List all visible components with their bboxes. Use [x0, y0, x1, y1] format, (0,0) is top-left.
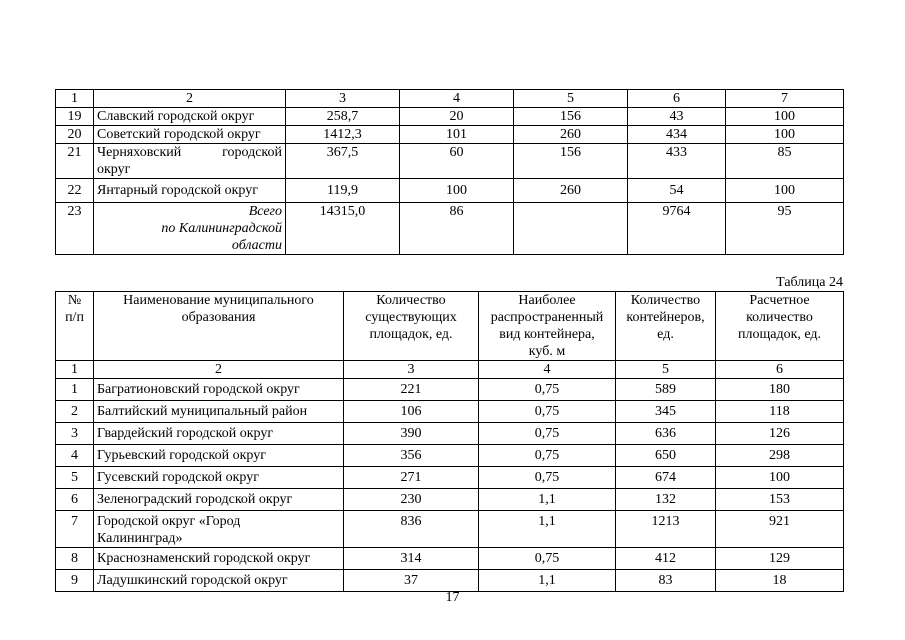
cell: 258,7: [286, 108, 400, 126]
row-name-line: Городской округ «Город: [97, 514, 241, 529]
header-text: количество: [746, 310, 813, 325]
header-text: Наиболее: [518, 293, 576, 308]
cell: 100: [726, 108, 844, 126]
table-row: [56, 144, 844, 179]
cell: 18: [716, 570, 844, 592]
cell: 126: [716, 423, 844, 445]
header-cell: 5: [514, 90, 628, 108]
row-number: 4: [56, 445, 94, 467]
cell: 0,75: [479, 401, 616, 423]
row-name: [94, 511, 344, 548]
header-cell: 6: [628, 90, 726, 108]
cell: 298: [716, 445, 844, 467]
header-text: площадок, ед.: [737, 327, 822, 342]
table-row: [56, 548, 844, 570]
header-cell: 1: [56, 90, 94, 108]
cell: 100: [716, 467, 844, 489]
header-cell-containers: [616, 292, 716, 361]
cell: 129: [716, 548, 844, 570]
cell: 100: [400, 179, 514, 203]
header-text: п/п: [65, 310, 84, 325]
cell: 54: [628, 179, 726, 203]
header-text: площадок, ед.: [369, 327, 453, 342]
cell: 85: [726, 144, 844, 179]
header-text: Количество: [376, 293, 446, 308]
cell: 836: [344, 511, 479, 548]
cell: 390: [344, 423, 479, 445]
cell: 14315,0: [286, 203, 400, 255]
header-text: контейнеров,: [626, 310, 705, 325]
cell: 118: [716, 401, 844, 423]
numbering-cell: 3: [344, 361, 479, 379]
header-cell: 7: [726, 90, 844, 108]
header-cell: 4: [400, 90, 514, 108]
table-row: [56, 445, 844, 467]
table-row: [56, 423, 844, 445]
header-text: №: [67, 293, 82, 308]
cell: 0,75: [479, 423, 616, 445]
cell: 119,9: [286, 179, 400, 203]
cell: 1,1: [479, 511, 616, 548]
numbering-cell: 2: [94, 361, 344, 379]
page-number: 17: [445, 590, 460, 605]
row-number: 8: [56, 548, 94, 570]
cell: 636: [616, 423, 716, 445]
header-cell: 2: [94, 90, 286, 108]
row-name-line: округ: [97, 162, 131, 177]
row-name: Гвардейский городской округ: [94, 423, 344, 445]
cell: 260: [514, 179, 628, 203]
table-numbering-row: [56, 361, 844, 379]
cell: 1,1: [479, 570, 616, 592]
table-total-row: [56, 203, 844, 255]
cell: 314: [344, 548, 479, 570]
cell: 1,1: [479, 489, 616, 511]
cell: 20: [400, 108, 514, 126]
row-name-line: Черняховский городской: [97, 145, 282, 160]
row-name: Багратионовский городской округ: [94, 379, 344, 401]
numbering-cell: 5: [616, 361, 716, 379]
cell: 100: [726, 126, 844, 144]
cell: 0,75: [479, 467, 616, 489]
row-name: Краснознаменский городской округ: [94, 548, 344, 570]
numbering-cell: 6: [716, 361, 844, 379]
row-number: 9: [56, 570, 94, 592]
header-text: вид контейнера,: [499, 327, 595, 342]
total-label-line: Всего: [248, 204, 282, 219]
row-number: 1: [56, 379, 94, 401]
cell: 106: [344, 401, 479, 423]
row-number: 19: [56, 108, 94, 126]
row-name: Янтарный городской округ: [94, 179, 286, 203]
header-text: образования: [181, 310, 256, 325]
cell: 412: [616, 548, 716, 570]
table-row: [56, 379, 844, 401]
cell: 356: [344, 445, 479, 467]
header-cell-estimated: [716, 292, 844, 361]
cell: 650: [616, 445, 716, 467]
cell: 132: [616, 489, 716, 511]
table-row: [56, 489, 844, 511]
cell: 345: [616, 401, 716, 423]
cell: 0,75: [479, 445, 616, 467]
header-text: Наименование муниципального: [123, 293, 314, 308]
row-number: 20: [56, 126, 94, 144]
cell: 37: [344, 570, 479, 592]
cell: 1213: [616, 511, 716, 548]
header-text: существующих: [365, 310, 457, 325]
table-row: [56, 179, 844, 203]
header-text: Расчетное: [749, 293, 810, 308]
total-label-line: по Калининградской: [161, 221, 282, 236]
table-row: [56, 126, 844, 144]
row-number: 22: [56, 179, 94, 203]
table-header-row: [56, 292, 844, 361]
cell: 589: [616, 379, 716, 401]
table-caption: Таблица 24: [776, 275, 843, 290]
cell: 1412,3: [286, 126, 400, 144]
row-name: Балтийский муниципальный район: [94, 401, 344, 423]
cell: 367,5: [286, 144, 400, 179]
header-cell-container-type: [479, 292, 616, 361]
cell: 100: [726, 179, 844, 203]
header-text: ед.: [657, 327, 674, 342]
header-text: Количество: [630, 293, 701, 308]
row-number: 6: [56, 489, 94, 511]
row-number: 21: [56, 144, 94, 179]
row-name: Советский городской округ: [94, 126, 286, 144]
table-24: [55, 291, 844, 592]
cell: 101: [400, 126, 514, 144]
row-number: 7: [56, 511, 94, 548]
table-header-row: [56, 90, 844, 108]
total-label: [94, 203, 286, 255]
cell: 433: [628, 144, 726, 179]
header-cell: 3: [286, 90, 400, 108]
row-name: Гурьевский городской округ: [94, 445, 344, 467]
cell: 674: [616, 467, 716, 489]
table-row: [56, 108, 844, 126]
row-name-line: Калининград»: [97, 531, 183, 546]
row-name: Зеленоградский городской округ: [94, 489, 344, 511]
header-text: распространенный: [490, 310, 604, 325]
table-row: [56, 570, 844, 592]
table-row: [56, 467, 844, 489]
row-name: Ладушкинский городской округ: [94, 570, 344, 592]
table-row: [56, 401, 844, 423]
header-cell-number: [56, 292, 94, 361]
cell: 95: [726, 203, 844, 255]
cell: 0,75: [479, 379, 616, 401]
row-number: 5: [56, 467, 94, 489]
table-row: [56, 511, 844, 548]
row-name: Славский городской округ: [94, 108, 286, 126]
cell: 83: [616, 570, 716, 592]
cell: 921: [716, 511, 844, 548]
row-name: [94, 144, 286, 179]
cell: 230: [344, 489, 479, 511]
cell: 221: [344, 379, 479, 401]
header-cell-name: [94, 292, 344, 361]
cell: 0,75: [479, 548, 616, 570]
cell: 434: [628, 126, 726, 144]
row-name: Гусевский городской округ: [94, 467, 344, 489]
row-number: 2: [56, 401, 94, 423]
cell: 260: [514, 126, 628, 144]
cell: 9764: [628, 203, 726, 255]
total-label-line: области: [231, 238, 282, 253]
cell: 86: [400, 203, 514, 255]
cell: 180: [716, 379, 844, 401]
row-number: 23: [56, 203, 94, 255]
cell: 43: [628, 108, 726, 126]
row-number: 3: [56, 423, 94, 445]
cell: 271: [344, 467, 479, 489]
numbering-cell: 4: [479, 361, 616, 379]
header-cell-sites: [344, 292, 479, 361]
header-text: куб. м: [528, 344, 566, 359]
numbering-cell: 1: [56, 361, 94, 379]
cell: [514, 203, 628, 255]
table-continuation: [55, 89, 844, 255]
cell: 156: [514, 144, 628, 179]
cell: 153: [716, 489, 844, 511]
cell: 60: [400, 144, 514, 179]
cell: 156: [514, 108, 628, 126]
